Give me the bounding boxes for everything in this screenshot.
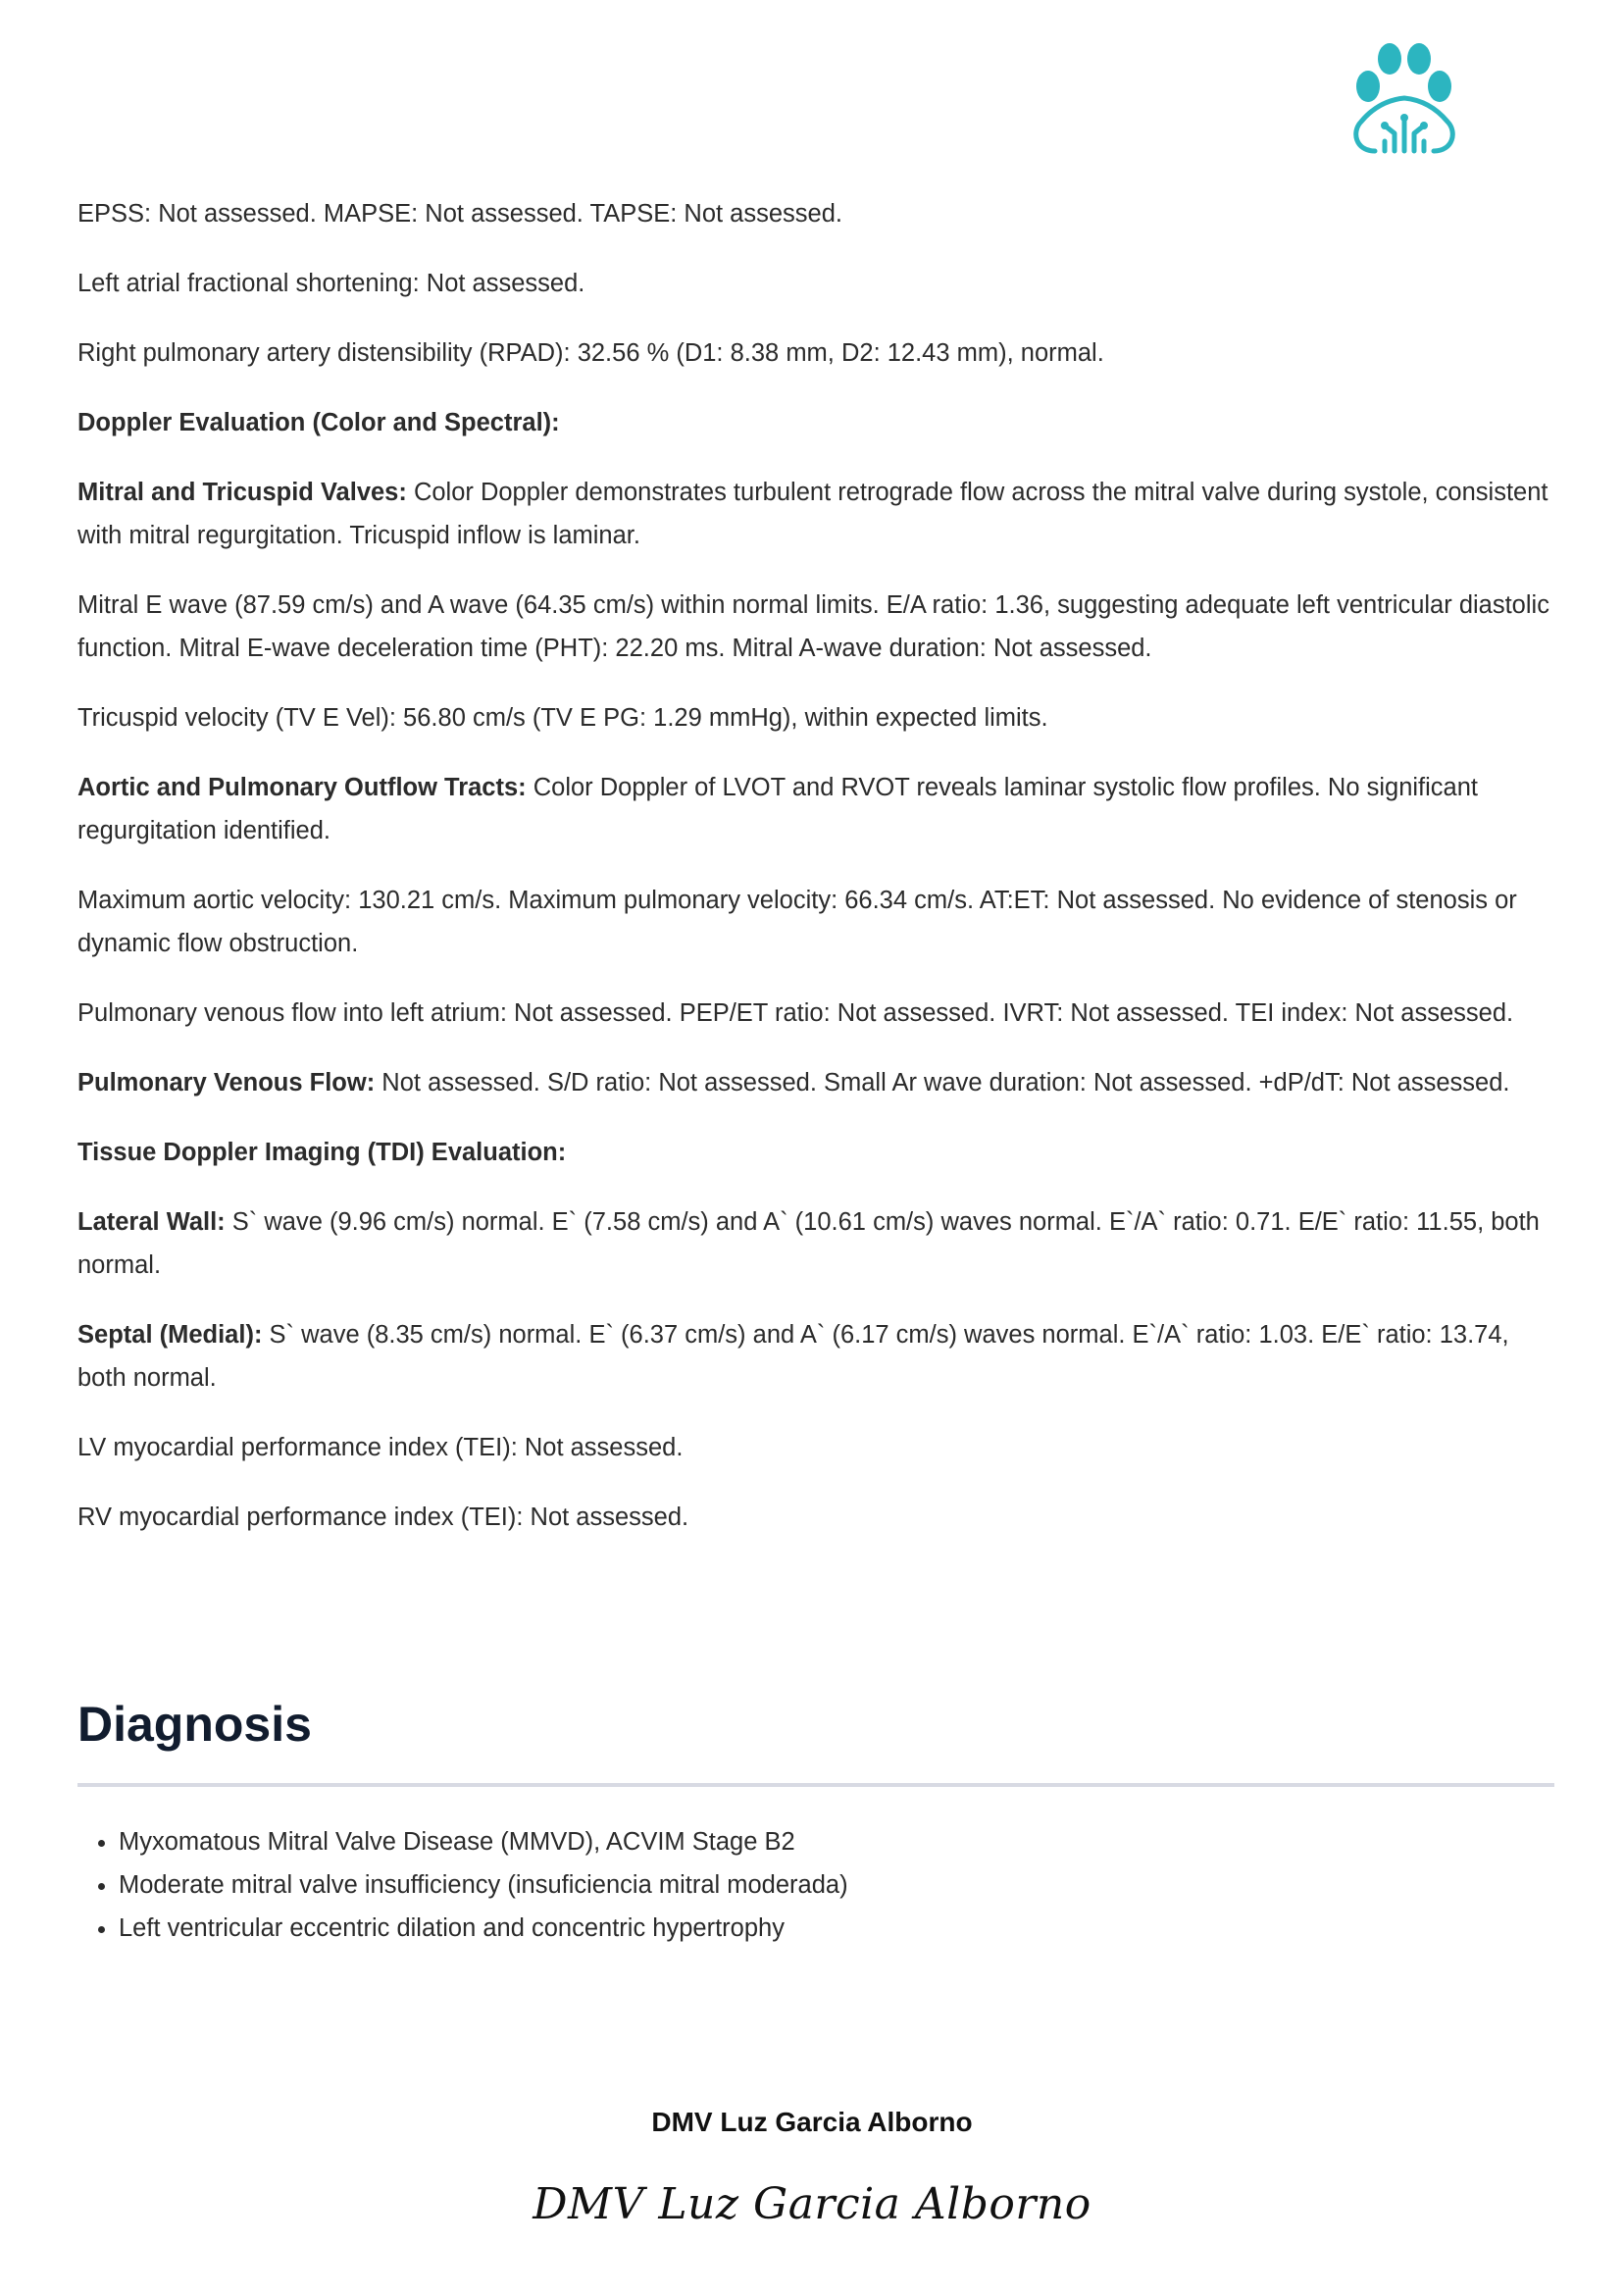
paragraph: EPSS: Not assessed. MAPSE: Not assessed. TAPSE: Not assessed.: [77, 200, 842, 228]
paragraph: Septal (Medial): S` wave (8.35 cm/s) normal. E` (6.37 cm/s) and A` (6.17 cm/s) waves normal. E`/A` ratio: 1.03. E/E` ratio: 13.74, both normal.: [77, 1321, 1509, 1392]
report-body: [77, 192, 1554, 1565]
paragraph: Mitral E wave (87.59 cm/s) and A wave (64.35 cm/s) within normal limits. E/A ratio: 1.36, suggesting adequate left ventricular diastolic function. Mitral E-wave deceleration time (PHT): 22.20 ms. Mitral A-wave duration: Not assessed.: [77, 591, 1549, 662]
divider: [77, 1783, 1554, 1787]
paragraph: Lateral Wall: S` wave (9.96 cm/s) normal. E` (7.58 cm/s) and A` (10.61 cm/s) waves normal. E`/A` ratio: 0.71. E/E` ratio: 11.55, both normal.: [77, 1208, 1540, 1279]
list-item: • Left ventricular eccentric dilation and concentric hypertrophy: [119, 1907, 848, 1950]
paragraph: Tricuspid velocity (TV E Vel): 56.80 cm/s (TV E PG: 1.29 mmHg), within expected limits.: [77, 704, 1048, 732]
list-item: • Myxomatous Mitral Valve Disease (MMVD), ACVIM Stage B2: [119, 1820, 848, 1863]
paw-circuit-logo-icon: [1334, 35, 1461, 163]
paragraph: Maximum aortic velocity: 130.21 cm/s. Maximum pulmonary velocity: 66.34 cm/s. AT:ET: Not assessed. No evidence of stenosis or dynamic flow obstruction.: [77, 887, 1517, 957]
section-heading: Tissue Doppler Imaging (TDI) Evaluation:: [77, 1139, 567, 1166]
handwritten-signature: DMV Luz Garcia Alborno: [533, 2179, 1091, 2229]
diagnosis-heading: Diagnosis: [77, 1697, 312, 1752]
paragraph: RV myocardial performance index (TEI): Not assessed.: [77, 1504, 689, 1531]
paragraph: Right pulmonary artery distensibility (RPAD): 32.56 % (D1: 8.38 mm, D2: 12.43 mm), normal.: [77, 339, 1104, 367]
list-item: • Moderate mitral valve insufficiency (insuficiencia mitral moderada): [119, 1863, 848, 1907]
diagnosis-list: [77, 1820, 848, 1950]
paragraph: Left atrial fractional shortening: Not assessed.: [77, 270, 585, 297]
paragraph: Pulmonary venous flow into left atrium: Not assessed. PEP/ET ratio: Not assessed. IVRT: Not assessed. TEI index: Not assessed.: [77, 999, 1514, 1027]
paragraph: Mitral and Tricuspid Valves: Color Doppler demonstrates turbulent retrograde flow across the mitral valve during systole, consistent with mitral regurgitation. Tricuspid inflow is laminar.: [77, 479, 1548, 549]
section-heading: Doppler Evaluation (Color and Spectral):: [77, 409, 560, 436]
paragraph: LV myocardial performance index (TEI): Not assessed.: [77, 1434, 684, 1461]
signer-name: DMV Luz Garcia Alborno: [651, 2107, 973, 2137]
paragraph: Aortic and Pulmonary Outflow Tracts: Color Doppler of LVOT and RVOT reveals laminar systolic flow profiles. No significant regurgitation identified.: [77, 774, 1479, 844]
paragraph: Pulmonary Venous Flow: Not assessed. S/D ratio: Not assessed. Small Ar wave duration: Not assessed. +dP/dT: Not assessed.: [77, 1069, 1510, 1096]
